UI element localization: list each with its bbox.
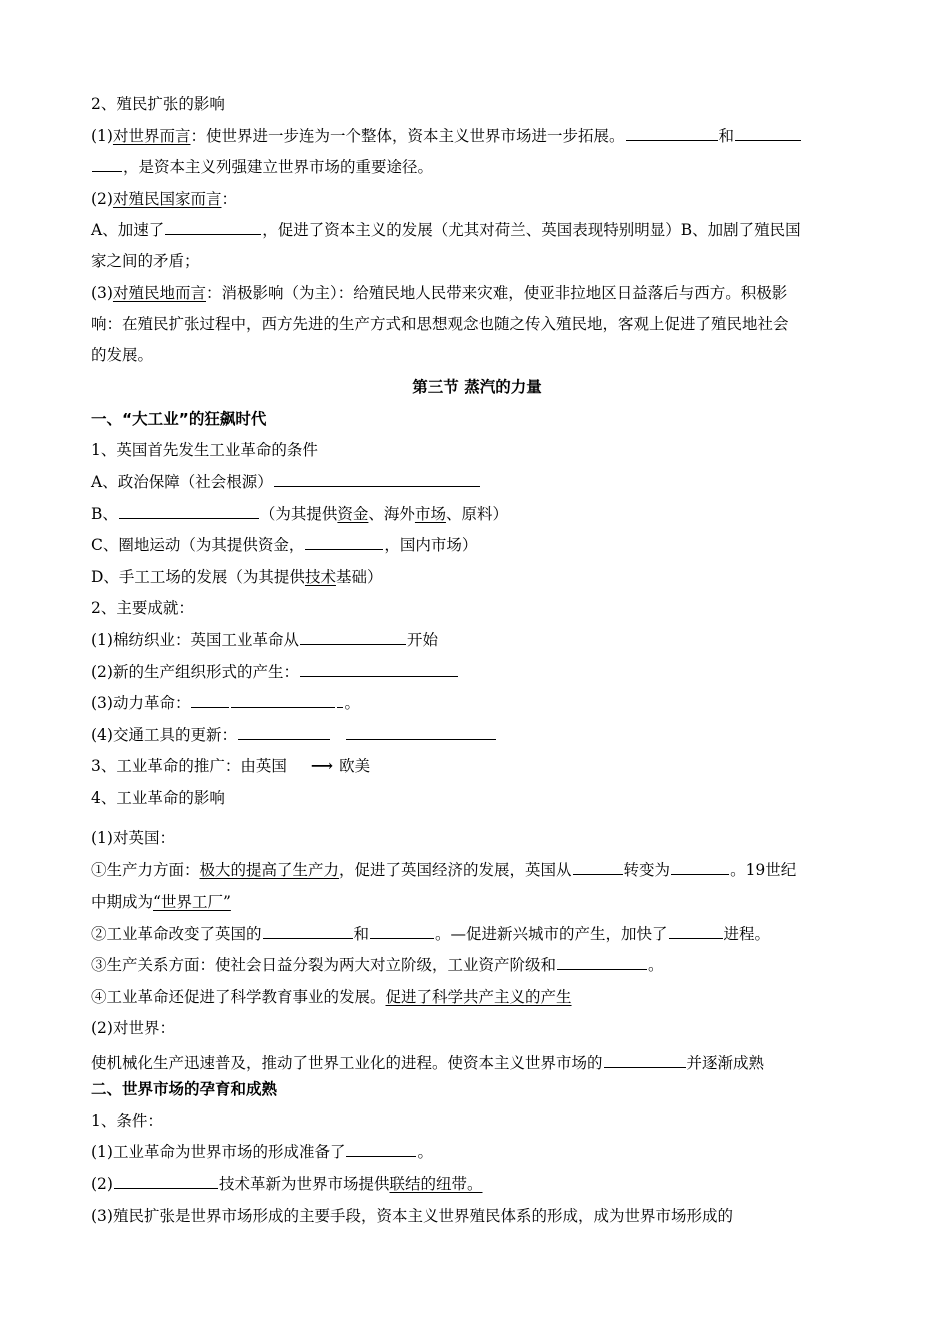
paragraph-line: 的发展。 — [91, 346, 154, 364]
achievement-power: (3)动力革命： 。 — [91, 694, 360, 712]
paragraph-line: 家之间的矛盾； — [91, 252, 200, 270]
fill-blank[interactable] — [671, 860, 729, 875]
influence-world-heading: (2)对世界： — [91, 1019, 175, 1037]
subheading-conditions-2: 1、条件： — [91, 1112, 163, 1130]
market-condition-1: (1)工业革命为世界市场的形成准备了 。 — [91, 1143, 433, 1161]
fill-blank[interactable] — [92, 157, 122, 172]
condition-a: A、政治保障（社会根源） — [91, 472, 481, 492]
influence-world: 使机械化生产迅速普及，推动了世界工业化的进程。使资本主义世界市场的 并逐渐成熟 — [91, 1054, 765, 1072]
fill-blank[interactable] — [735, 126, 801, 141]
market-condition-2: (2) 技术革新为世界市场提供联结的纽带。 — [91, 1175, 483, 1193]
condition-b: B、 （为其提供资金、海外市场、原料） — [91, 505, 508, 523]
fill-blank[interactable] — [300, 662, 458, 677]
fill-blank[interactable] — [114, 1174, 218, 1189]
subheading-conditions: 1、英国首先发生工业革命的条件 — [91, 441, 318, 459]
paragraph-colony-impact: (3)对殖民地而言：消极影响（为主）：给殖民地人民带来灾难，使亚非拉地区日益落后与西方。积极影 — [91, 284, 788, 302]
influence-relations: ③生产关系方面：使社会日益分裂为两大对立阶级，工业资产阶级和 。 — [91, 956, 664, 974]
fill-blank[interactable] — [626, 126, 718, 141]
heading-industrial-era: 一、“大工业”的狂飙时代 — [91, 410, 267, 428]
fill-blank[interactable] — [370, 924, 434, 939]
condition-c: C、圈地运动（为其提供资金， ，国内市场） — [91, 536, 478, 554]
achievement-cotton: (1)棉纺织业：英国工业革命从 开始 — [91, 631, 438, 649]
arrow-right-icon: ⟶ — [310, 756, 334, 775]
influence-workshop: 中期成为“世界工厂” — [91, 893, 231, 911]
fill-blank[interactable] — [604, 1053, 686, 1068]
fill-blank[interactable] — [263, 924, 353, 939]
paragraph-colonizer-effects: A、加速了 ，促进了资本主义的发展（尤其对荷兰、英国表现特别明显）B、加剧了殖民国 — [91, 221, 801, 239]
fill-blank[interactable] — [300, 630, 406, 645]
fill-blank[interactable] — [346, 725, 496, 740]
paragraph-line: ，是资本主义列强建立世界市场的重要途径。 — [91, 157, 433, 177]
influence-science: ④工业革命还促进了科学教育事业的发展。促进了科学共产主义的产生 — [91, 988, 572, 1006]
fill-blank[interactable] — [231, 693, 335, 708]
condition-d: D、手工工场的发展（为其提供技术基础） — [91, 568, 383, 586]
heading-world-market: 二、世界市场的孕育和成熟 — [91, 1080, 278, 1098]
subheading-colonial-impact: 2、殖民扩张的影响 — [91, 95, 225, 113]
spread-line: 3、工业革命的推广：由英国 ⟶ 欧美 — [91, 756, 371, 775]
fill-blank[interactable] — [573, 860, 623, 875]
achievement-transport: (4)交通工具的更新： — [91, 725, 497, 745]
fill-blank[interactable] — [165, 220, 261, 235]
achievement-organization: (2)新的生产组织形式的产生： — [91, 662, 459, 682]
subheading-influence: 4、工业革命的影响 — [91, 789, 225, 807]
subheading-achievements: 2、主要成就： — [91, 599, 194, 617]
paragraph-line: 响：在殖民扩张过程中，西方先进的生产方式和思想观念也随之传入殖民地，客观上促进了殖民地社会 — [91, 315, 789, 333]
fill-blank[interactable] — [557, 955, 647, 970]
fill-blank[interactable] — [669, 924, 723, 939]
fill-blank[interactable] — [119, 504, 259, 519]
paragraph-world-impact: (1)对世界而言：使世界进一步连为一个整体，资本主义世界市场进一步拓展。 和 — [91, 126, 802, 146]
fill-blank[interactable] — [238, 725, 330, 740]
influence-structure: ②工业革命改变了英国的 和 。—促进新兴城市的产生，加快了 进程。 — [91, 925, 771, 943]
influence-productivity: ①生产力方面：极大的提高了生产力，促进了英国经济的发展，英国从 转变为 。19世纪 — [91, 861, 797, 879]
fill-blank[interactable] — [305, 535, 383, 550]
fill-blank[interactable] — [346, 1142, 416, 1157]
fill-blank[interactable] — [274, 472, 480, 487]
fill-blank[interactable] — [337, 693, 343, 708]
section-title: 第三节 蒸汽的力量 — [412, 378, 542, 396]
fill-blank[interactable] — [191, 693, 229, 708]
paragraph-colonizer-heading: (2)对殖民国家而言： — [91, 190, 237, 208]
market-condition-3: (3)殖民扩张是世界市场形成的主要手段，资本主义世界殖民体系的形成，成为世界市场形成的 — [91, 1207, 733, 1225]
influence-britain: (1)对英国： — [91, 829, 175, 847]
